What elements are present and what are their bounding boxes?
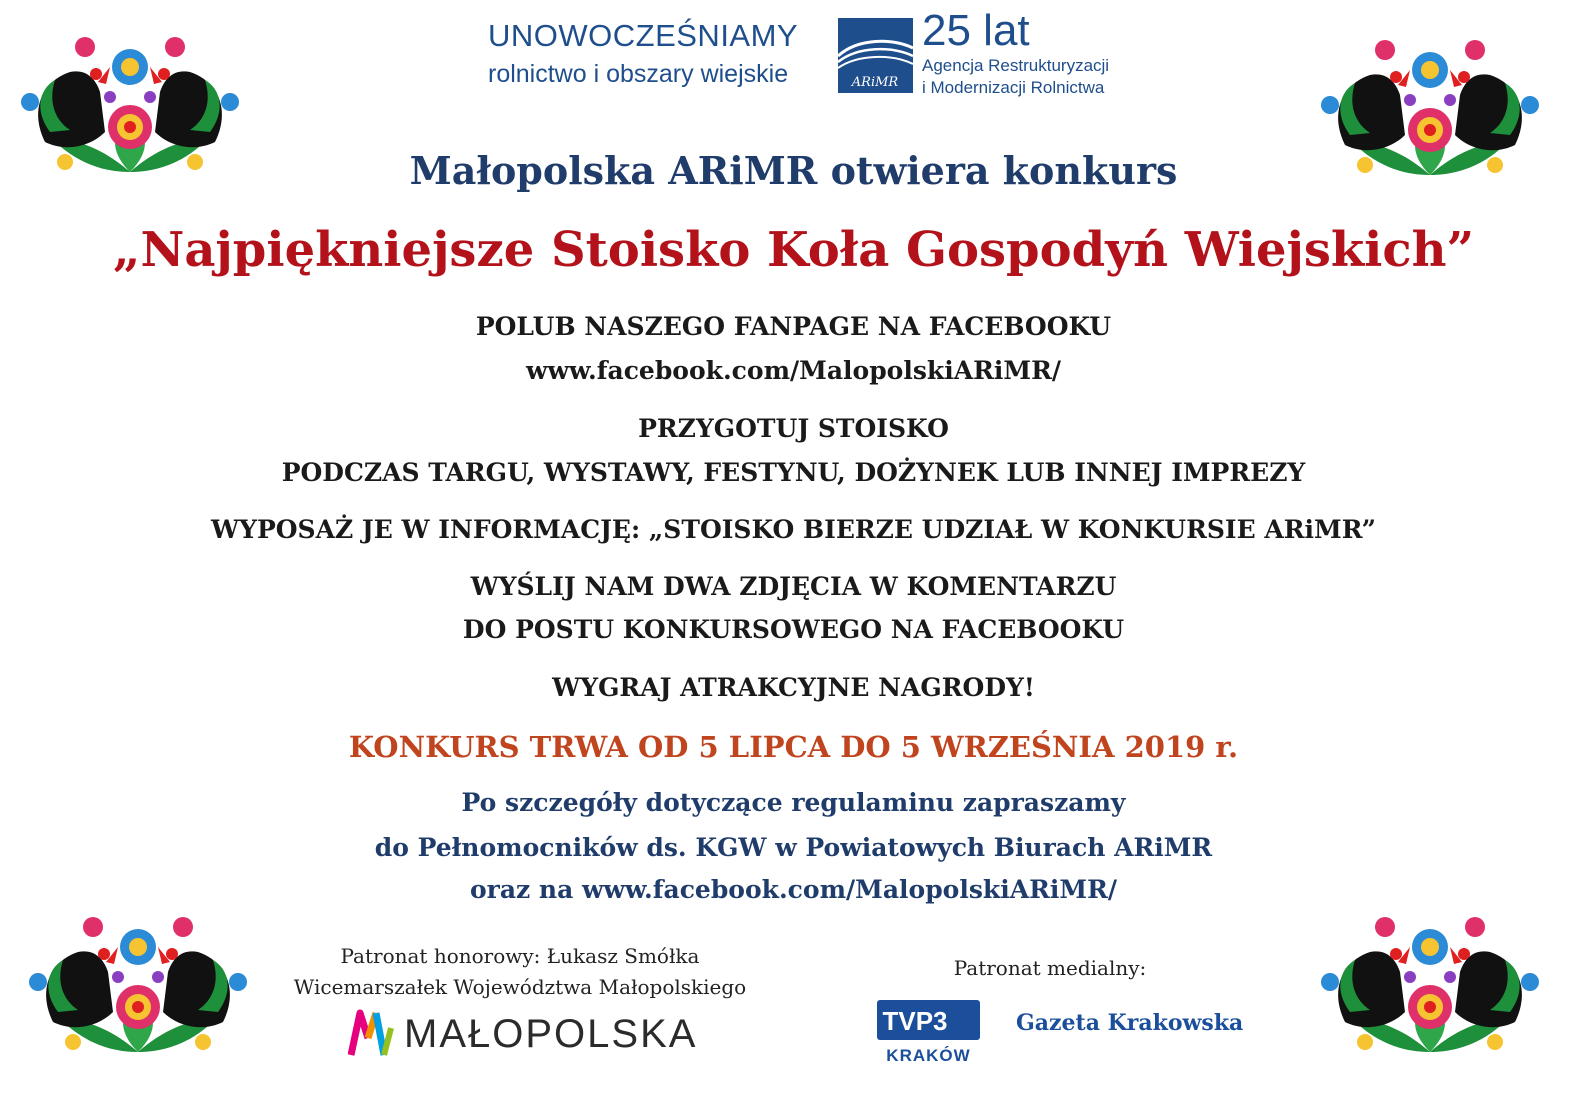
intro-heading: Małopolska ARiMR otwiera konkurs <box>409 148 1178 193</box>
malopolska-logo-icon <box>348 1008 394 1058</box>
arimr-years: 25 lat <box>922 6 1030 55</box>
folk-rooster-flower-icon <box>18 902 258 1067</box>
step-prepare-stand-events: PODCZAS TARGU, WYSTAWY, FESTYNU, DOŻYNEK LUB INNEJ IMPREZY <box>281 458 1306 487</box>
honorary-patron-line1: Patronat honorowy: Łukasz Smółka <box>340 944 700 968</box>
details-line2: do Pełnomocników ds. KGW w Powiatowych Biurach ARiMR <box>374 833 1213 862</box>
step-equip-info: WYPOSAŻ JE W INFORMACJĘ: „STOISKO BIERZE UDZIAŁ W KONKURSIE ARiMR” <box>211 515 1376 544</box>
media-patron-label: Patronat medialny: <box>953 956 1147 980</box>
gazeta-krakowska-logo: Gazeta Krakowska <box>1016 1010 1244 1036</box>
step-prepare-stand: PRZYGOTUJ STOISKO <box>638 414 949 443</box>
tvp-city: KRAKÓW <box>886 1046 971 1065</box>
step-like-fanpage: POLUB NASZEGO FANPAGE NA FACEBOOKU <box>475 312 1112 341</box>
contest-dates: KONKURS TRWA OD 5 LIPCA DO 5 WRZEŚNIA 2019 r. <box>348 730 1239 764</box>
malopolska-logo-text: MAŁOPOLSKA <box>404 1012 698 1056</box>
step-send-photos-post: DO POSTU KONKURSOWEGO NA FACEBOOKU <box>462 615 1125 644</box>
fanpage-url[interactable]: www.facebook.com/MalopolskiARiMR/ <box>525 356 1061 385</box>
step-win-prizes: WYGRAJ ATRAKCYJNE NAGRODY! <box>552 673 1035 702</box>
honorary-patron-line2: Wicemarszałek Województwa Małopolskiego <box>293 975 747 999</box>
claim-line1: UNOWOCZEŚNIAMY <box>488 18 799 53</box>
header-claim <box>488 18 808 89</box>
arimr-logo-icon <box>838 18 913 93</box>
tvp-logo-text: TVP3 <box>882 1006 948 1036</box>
arimr-logo-text: ARiMR <box>851 75 899 90</box>
claim-line2: rolnictwo i obszary wiejskie <box>488 60 789 88</box>
details-line3[interactable]: oraz na www.facebook.com/MalopolskiARiMR/ <box>469 875 1118 904</box>
contest-title: „Najpiękniejsze Stoisko Koła Gospodyń Wiejskich” <box>112 222 1475 278</box>
step-send-photos: WYŚLIJ NAM DWA ZDJĘCIA W KOMENTARZU <box>470 572 1117 601</box>
folk-rooster-flower-icon <box>1310 902 1550 1067</box>
details-line1: Po szczegóły dotyczące regulaminu zapraszamy <box>461 788 1126 817</box>
arimr-name-line1: Agencja Restrukturyzacji <box>922 56 1110 75</box>
tvp-logo-icon <box>877 1000 980 1040</box>
arimr-name-line2: i Modernizacji Rolnictwa <box>922 78 1105 97</box>
